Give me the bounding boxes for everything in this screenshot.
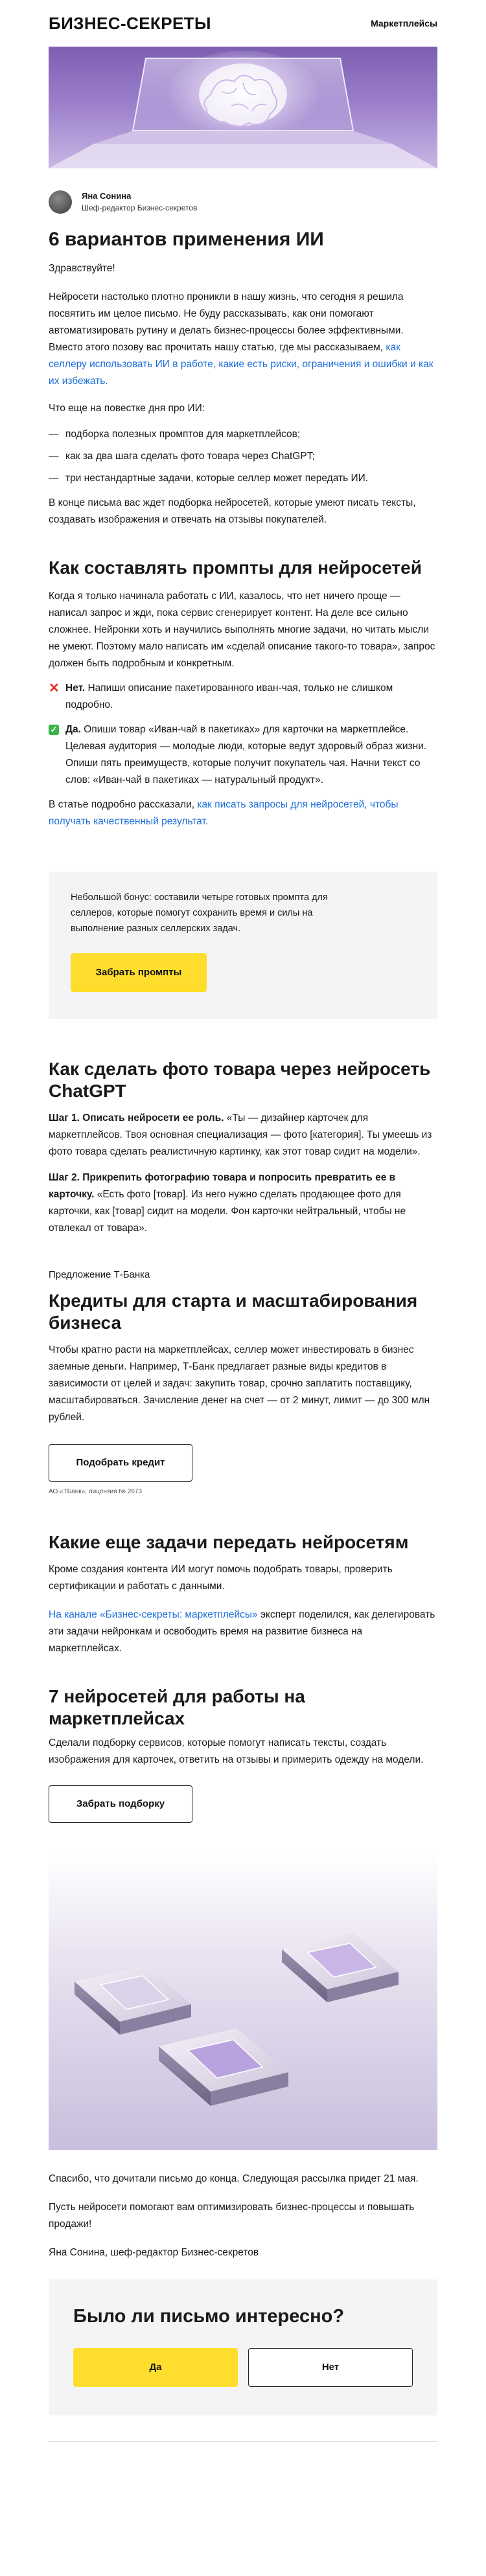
outro-wish: Пусть нейросети помогают вам оптимизировать бизнес-процессы и повышать продажи! [49, 2202, 415, 2230]
bonus-box [49, 872, 437, 1019]
get-collection-button[interactable]: Забрать подборку [49, 1785, 192, 1823]
poll-yes-button[interactable]: Да [73, 2348, 238, 2387]
step-1-text: «Ты — дизайнер карточек для маркетплейсов. Твоя основная специализация — фото [категория]. Ты умеешь из фото товара сделать реалистичную картинку, как этот товар сидит на модели». [49, 1113, 432, 1157]
promo-text: Чтобы кратно расти на маркетплейсах, селлер может инвестировать в бизнес заемные деньги. Например, Т-Банк предлагает разные виды кредитов в зависимости от целей и задач: закупить товар, срочно заплатить поставщику, масштабироваться. Зачисление денег на счет — от 2 минут, лимит — до 300 млн рублей. [49, 1344, 430, 1423]
ai-chips-image [49, 1852, 437, 2150]
collection-section [49, 1686, 437, 1823]
bank-license: АО «ТБанк», лицензия № 2673 [49, 1488, 143, 1495]
tasks-channel-text: эксперт поделился, как делегировать эти задачи нейронкам и освободить время на развитие бизнеса на маркетплейсах. [49, 1609, 435, 1654]
author-role: Шеф-редактор Бизнес-секретов [82, 203, 198, 212]
prompts-article-paragraph [49, 797, 437, 830]
agenda-list [49, 424, 437, 490]
tasks-section [49, 1531, 437, 1657]
agenda-item: — три нестандартные задачи, которые селлер может передать ИИ. [49, 468, 437, 490]
cross-mark-icon: ✕ [49, 681, 60, 695]
agenda-lead: Что еще на повестке дня про ИИ: [49, 403, 205, 414]
promo-heading: Кредиты для старта и масштабирования бизнеса [49, 1291, 418, 1333]
agenda-item: — подборка полезных промптов для маркетплейсов; [49, 424, 437, 446]
step-1-label: Шаг 1. Описать нейросети ее роль. [49, 1113, 224, 1124]
agenda-item: — как за два шага сделать фото товара через ChatGPT; [49, 446, 437, 468]
poll-buttons [73, 2348, 413, 2387]
header [49, 0, 437, 47]
prompts-article-link[interactable]: как писать запросы для нейросетей, чтобы получать качественный результат. [49, 799, 399, 827]
author-block [49, 190, 437, 214]
step-2-label: Шаг 2. Прикрепить фотографию товара и попросить превратить ее в карточку. [49, 1172, 396, 1200]
channel-link[interactable]: На канале «Бизнес-секреты: маркетплейсы» [49, 1609, 258, 1620]
good-example-text: Опиши товар «Иван-чай в пакетиках» для карточки на маркетплейсе. Целевая аудитория — молодые люди, которые ведут здоровый образ жизни. Опиши пять преимуществ, которые получит покупатель чая. Начни текст со слов: «Иван-чай в пакетиках — натуральный продукт». [65, 724, 427, 785]
get-prompts-button[interactable]: Забрать промпты [71, 953, 207, 992]
collection-text: Сделали подборку сервисов, которые помогут написать тексты, создать изображения для карточек, ответить на отзывы и примерить одежду на модели. [49, 1737, 424, 1765]
author-name: Яна Сонина [82, 191, 132, 201]
prompts-paragraph: Когда я только начинала работать с ИИ, казалось, что нет ничего проще — написал запрос и жди, пока сервис сгенерирует контент. На деле все сильно сложнее. Нейронки хоть и научились выполнять многие задачи, но читать мысли не умеют. Поэтому мало написать им «сделай описание такого-то товара», запрос должен быть подробным и конкретным. [49, 591, 435, 669]
bad-example [49, 680, 437, 714]
feedback-poll [49, 2279, 437, 2415]
prompts-heading: Как составлять промпты для нейросетей [49, 558, 422, 578]
bad-example-label: Нет. [65, 683, 86, 694]
hero-laptop-image [49, 47, 437, 168]
bad-example-text: Напиши описание пакетированного иван-чая, только не слишком подробно. [65, 683, 393, 710]
footer-divider [49, 2441, 437, 2442]
outro-thanks: Спасибо, что дочитали письмо до конца. Следующая рассылка придет 21 мая. [49, 2173, 419, 2184]
bank-promo-section [49, 1268, 437, 1495]
collection-heading: 7 нейросетей для работы на маркетплейсах [49, 1686, 305, 1728]
laptop-brain-illustration [49, 47, 437, 168]
intro-closing: В конце письма вас ждет подборка нейросетей, которые умеют писать тексты, создавать изображения и отвечать на отзывы покупателей. [49, 497, 416, 525]
intro-paragraph [49, 289, 437, 390]
outro-section [49, 2171, 437, 2261]
step-2 [49, 1169, 437, 1237]
intro-paragraph-text: Нейросети настолько плотно проникли в нашу жизнь, что сегодня я решила посвятить им целое письмо. Не буду рассказывать, как они помогают автоматизировать рутину и делать бизнес-процессы более эффективными. Вместо этого позову вас прочитать нашу статью, где мы рассказываем, [49, 291, 404, 353]
step-1 [49, 1110, 437, 1160]
choose-credit-button[interactable]: Подобрать кредит [49, 1444, 192, 1482]
check-mark-icon: ✓ [49, 725, 59, 735]
letter-title: 6 вариантов применения ИИ [49, 229, 324, 250]
prompts-section [49, 557, 437, 830]
good-example-label: Да. [65, 724, 81, 735]
step-2-text: «Есть фото [товар]. Из него нужно сделать продающее фото для карточки, как [товар] сидит на модели. Фон карточки нейтральный, чтобы не отвлекал от товара». [49, 1189, 406, 1234]
good-example [49, 721, 437, 789]
intro-article-link[interactable]: как селлеру использовать ИИ в работе, какие есть риски, ограничения и ошибки и как их избежать. [49, 342, 434, 387]
photo-heading: Как сделать фото товара через нейросеть ChatGPT [49, 1059, 431, 1101]
brand-logo[interactable]: БИЗНЕС-СЕКРЕТЫ [49, 13, 211, 33]
promo-tag: Предложение Т-Банка [49, 1269, 150, 1280]
author-avatar [49, 190, 72, 214]
nav-link-marketplaces[interactable]: Маркетплейсы [371, 18, 437, 28]
tasks-channel-paragraph [49, 1607, 437, 1657]
intro-section [49, 228, 437, 528]
prompts-article-text: В статье подробно рассказали, [49, 799, 198, 810]
tasks-heading: Какие еще задачи передать нейросетям [49, 1532, 409, 1552]
tasks-paragraph: Кроме создания контента ИИ могут помочь подобрать товары, проверить сертификации и работать с данными. [49, 1564, 393, 1592]
poll-question: Было ли письмо интересно? [73, 2306, 345, 2327]
poll-no-button[interactable]: Нет [248, 2348, 413, 2387]
photo-section [49, 1058, 437, 1237]
greeting: Здравствуйте! [49, 263, 115, 274]
bonus-text: Небольшой бонус: составили четыре готовых промпта для селлеров, которые помогут сохранить время и силы на выполнение разных селлерских задач. [71, 892, 328, 934]
outro-signature: Яна Сонина, шеф-редактор Бизнес-секретов [49, 2247, 259, 2258]
chips-illustration [49, 1852, 437, 2150]
